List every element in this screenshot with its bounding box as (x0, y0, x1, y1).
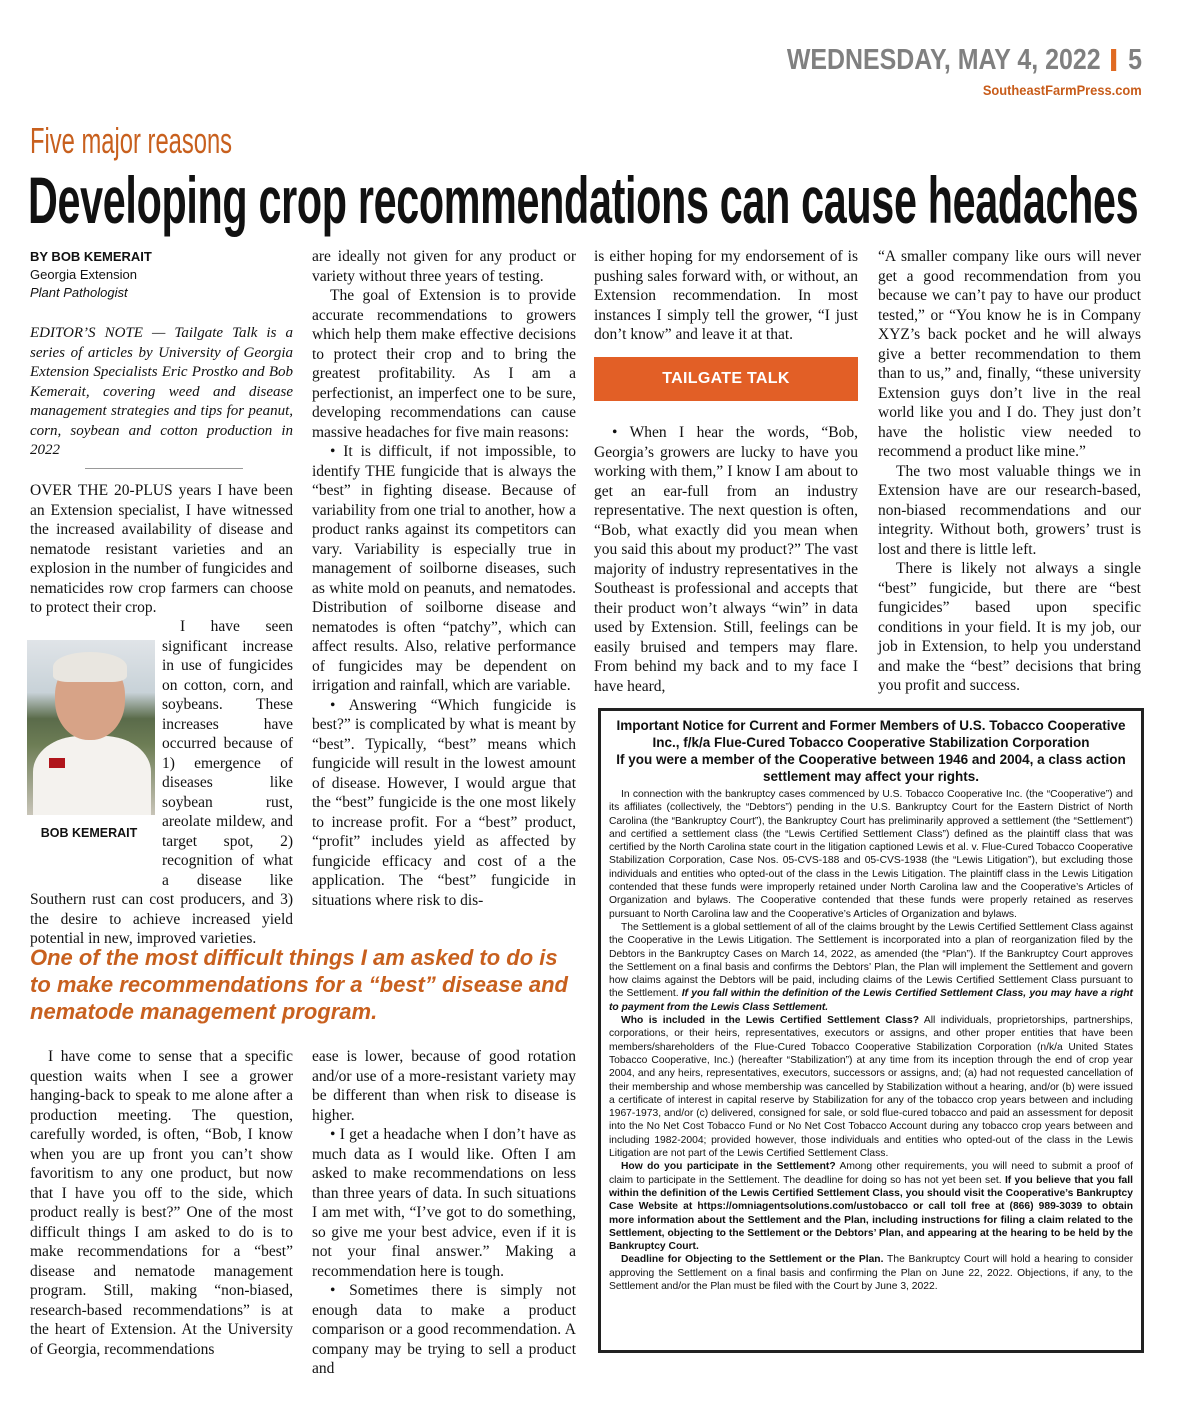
paragraph: are ideally not given for any product or variety without three years of testing. (312, 248, 576, 285)
paragraph: ease is lower, because of good rotation and/or use of a more-resistant variety may be different than when risk to disease is higher. (312, 1048, 576, 1124)
paragraph: The goal of Extension is to provide accurate recommendations to growers which help them make effective decisions to protect their crop and to bring the greatest profitability. As I am a perfectionist, an imperfect one to be sure, developing recommendations can cause massive headaches for five main reasons: (312, 287, 576, 441)
paragraph: I have seen significant increase in use of fungicides on cotton, corn, and soybeans. These increases have occurred because of 1) emergence of diseases like soybean rust, areolate mildew, and target spot, 2) recognition of what a disease like Southern rust can cost producers, and 3) the desire to achieve increased yield potential in new, improved varieties. (30, 618, 293, 947)
paragraph: • It is difficult, if not impossible, to identify THE fungicide that is always the “best” in fighting disease. Because of variability from one trial to another, how a product ranks against its competitors can vary. Variability is especially true in management of soilborne diseases, such as white mold on peanuts, and nematodes. Distribution of soilborne disease and nematodes is often “patchy”, which can affect results. Also, relative performance of fungicides may be dependent on irrigation and rainfall, which are variable. (312, 443, 576, 694)
paragraph: The two most valuable things we in Extension have are our research-based, non-biased recommendations and our integrity. Without both, growers’ trust is lost and there is little left. (878, 462, 1141, 558)
article-headline: Developing crop recommendations can cause headaches (28, 163, 1139, 237)
notice-title: Important Notice for Current and Former Members of U.S. Tobacco Cooperative Inc., f/k/a Flue-Cured Tobacco Cooperative Stabilization Corporation (616, 718, 1126, 750)
divider (85, 468, 243, 469)
author-name: BY BOB KEMERAIT (30, 249, 152, 264)
column-3-top (594, 247, 858, 345)
author-title: Plant Pathologist (30, 285, 128, 300)
paragraph: I have come to sense that a specific question waits when I see a grower hanging-back to speak to me alone after a production meeting. The question, carefully worded, is often, “Bob, I know when you are up front you can’t show favoritism to any one product, but now that I have you off to the side, which product really is best?” One of the most difficult things I am asked to do is to make recommendations for a “best” disease and nematode management program. Still, making “non-biased, research-based recommendations” is at the heart of Extension. At the University of Georgia, recommendations (30, 1048, 293, 1358)
column-1-top (30, 481, 293, 618)
notice-subtitle: If you were a member of the Cooperative between 1946 and 2004, a class action settlement may affect your rights. (616, 752, 1126, 784)
paragraph: “A smaller company like ours will never get a good recommendation from you because we can’t pay to have our product tested,” or “You know he is in Company XYZ’s back pocket and he will always give a better recommendation to them than to us,” and, finally, “these university Extension guys don’t live in the real world like you and I do. They just don’t have the holistic view needed to recommend a product like mine.” (878, 248, 1141, 460)
notice-paragraph: In connection with the bankruptcy cases commenced by U.S. Tobacco Cooperative Inc. (the “Cooperative”) and its affiliates (collectively, the “Debtors”) pending in the U.S. Bankruptcy Court for the Eastern District of North Carolina (the “Bankruptcy Court”), the Bankruptcy Court has preliminarily approved a settlement (the “Settlement”) and certified a settlement class (the “Lewis Certified Settlement Class”) defined as the plaintiff class that was certified by the North Carolina state court in the litigation captioned Lewis et al. v. Flue-Cured Tobacco Cooperative Stabilization Corporation, Case Nos. 05-CVS-188 and 05-CVS-1938 (the “Lewis Litigation”), but excluding those individuals and entities who opted-out of the class in the Lewis Litigation. The plaintiff class in the Lewis Litigation contended that these funds were improperly retained under North Carolina law and the Cooperative’s Articles of Organization and bylaws. The Cooperative contended that these funds were properly retained as reserves pursuant to North Carolina law and the Cooperative’s Articles of Organization and bylaws. (609, 789, 1133, 920)
site-link[interactable]: SoutheastFarmPress.com (983, 82, 1142, 98)
page-number: 5 (1128, 44, 1142, 76)
photo-caption: BOB KEMERAIT (40, 826, 138, 840)
pull-quote: One of the most difficult things I am asked to do is to make recommendations for a “best” disease and nematode management program. (30, 945, 568, 1024)
notice-emphasis: If you fall within the definition of the Lewis Certified Settlement Class, you may have a right to payment from the Lewis Class Settlement. (609, 988, 1133, 1013)
section-label: TAILGATE TALK (594, 357, 858, 401)
column-1-bottom (30, 1047, 293, 1359)
column-2-bottom (312, 1047, 576, 1379)
paragraph: • Answering “Which fungicide is best?” is complicated by what is meant by “best”. Typically, “best” means which fungicide will result in the lowest amount of disease. However, I would argue that the “best” fungicide is the one most likely to increase profit. For a “best” product, “profit” includes yield as affected by fungicide efficacy and cost of a the application. The “best” fungicide in situations where risk to dis- (312, 696, 576, 909)
editors-note: EDITOR’S NOTE — Tailgate Talk is a series of articles by University of Georgia Extension Specialists Eric Prostko and Bob Kemerait, covering weed and disease management strategies and tips for peanut, corn, soybean and cotton production in 2022 (30, 325, 293, 458)
header-divider (1111, 49, 1116, 71)
paragraph: • I get a headache when I don’t have as much data as I would like. Often I am asked to make recommendations on less than three years of data. In such situations I am met with, “I’ve got to do something, so give me your best advice, even if it is not your final answer.” Making a recommendation here is tough. (312, 1126, 576, 1280)
notice-subhead: Who is included in the Lewis Certified Settlement Class? (621, 1015, 919, 1027)
article-kicker: Five major reasons (30, 120, 233, 161)
paragraph: OVER THE 20-PLUS years I have been an Extension specialist, I have witnessed the increased availability of disease and nematode resistant varieties and an explosion in the number of fungicides and nematicides row crop farmers can choose to protect their crop. (30, 482, 293, 616)
notice-paragraph: How do you participate in the Settlement? Among other requirements, you will need to submit a proof of claim to participate in the Settlement. The deadline for doing so has not yet been set. If you believe that you fall within the definition of the Lewis Certified Settlement Class, you should visit the Cooperative’s Bankruptcy Case Website at https://omniagentsolutions.com/ustobacco or call toll free at (866) 989-3039 to obtain more information about the Settlement and the Plan, including instructions for filing a claim related to the Settlement, objecting to the Settlement or the Debtors’ Plan, and appearing at the hearing to be held by the Bankruptcy Court. (609, 1161, 1134, 1253)
author-photo (27, 640, 155, 815)
notice-emphasis: If you believe that you fall within the definition of the Lewis Certified Settlement Class, you should visit the Cooperative’s Bankruptcy Case Website at https://omniagentsolutions.com/ustobacco or call toll free at (866) 989-3039 to obtain more information about the Settlement and the Plan, including instructions for filing a claim related to the Settlement, objecting to the Settlement or the Debtors’ Plan, and appearing at the hearing to be held by the Bankruptcy Court. (609, 1174, 1133, 1253)
author-affiliation: Georgia Extension (30, 267, 137, 282)
paragraph: • When I hear the words, “Bob, Georgia’s growers are lucky to have you working with them,” I know I am about to get an ear-full from an industry representative. The next question is often, “Bob, what exactly did you mean when you said this about my product?” The vast majority of industry representatives in the Southeast is professional and accepts that their product won’t always “win” in data used by Extension. Still, feelings can be easily bruised and tempers may flare. From behind my back and to my face I have heard, (594, 424, 858, 695)
notice-paragraph: Deadline for Objecting to the Settlement or the Plan. The Bankruptcy Court will hold a hearing to consider approving the Settlement on a final basis and confirming the Plan on June 22, 2022. Objections, if any, to the Settlement and/or the Plan must be filed with the Court by June 3, 2022. (609, 1254, 1133, 1292)
column-2 (312, 247, 576, 910)
column-3 (594, 423, 858, 696)
byline (30, 248, 152, 302)
notice-paragraph: Who is included in the Lewis Certified Settlement Class? All individuals, proprietorships, partnerships, corporations, or their heirs, representatives, executors or assigns, and other proper entities that have been members/shareholders of the Flue-Cured Tobacco Cooperative Stabilization Corporation (n/k/a United States Tobacco Cooperative, Inc.) (hereafter “Stabilization”) at any time from its inception through the end of crop year 2004, and any heirs, representatives, executors, successors or assigns, and; (a) had not requested cancellation of their membership and whose membership was cancelled by Stabilization without a hearing, and/or (b) were issued a certificate of interest in capital reserve by Stabilization for any of the tobacco crop years between and including 1967-1973, and/or (c) delivered, consigned for sale, or sold flue-cured tobacco and paid an assessment for deposit into the No Net Cost Tobacco Fund or No Net Cost Tobacco Account during any tobacco crop years between and including 1982-2004; provided however, those individuals and entities who opted-out of the class in the Lewis Litigation are not part of the Lewis Certified Settlement Class. (609, 1015, 1133, 1160)
notice-subhead: How do you participate in the Settlement? (621, 1161, 836, 1173)
notice-paragraph: The Settlement is a global settlement of all of the claims brought by the Lewis Certified Settlement Class against the Cooperative in the Lewis Litigation. The Settlement is incorporated into a plan of reorganization filed by the Debtors in the Bankruptcy Cases on March 14, 2022, as amended (the “Plan”). If the Bankruptcy Court approves the Settlement on a final basis and confirms the Debtors’ Plan, the Plan will implement the Settlement and govern how claims against the Debtors will be paid, including claims of the Lewis Certified Settlement Class pursuant to the Settlement. If you fall within the definition of the Lewis Certified Settlement Class, you may have a right to payment from the Lewis Class Settlement. (609, 921, 1133, 1013)
issue-date: WEDNESDAY, MAY 4, 2022 5 (786, 44, 1142, 76)
column-4 (878, 247, 1141, 696)
paragraph: There is likely not always a single “best” fungicide, but there are “best fungicides” based upon specific conditions in your field. It is my job, our job in Extension, to help you understand and make the “best” decisions that bring you profit and success. (878, 560, 1141, 694)
notice-subhead: Deadline for Objecting to the Settlement or the Plan. (621, 1254, 884, 1266)
paragraph: • Sometimes there is simply not enough data to make a product comparison or a good recommendation. A company may be trying to sell a product and (312, 1282, 576, 1377)
paragraph: is either hoping for my endorsement of is pushing sales forward with, or without, an Extension recommendation. In most instances I simply tell the grower, “I just don’t know” and leave it at that. (594, 248, 858, 343)
legal-notice-box (598, 708, 1144, 1353)
